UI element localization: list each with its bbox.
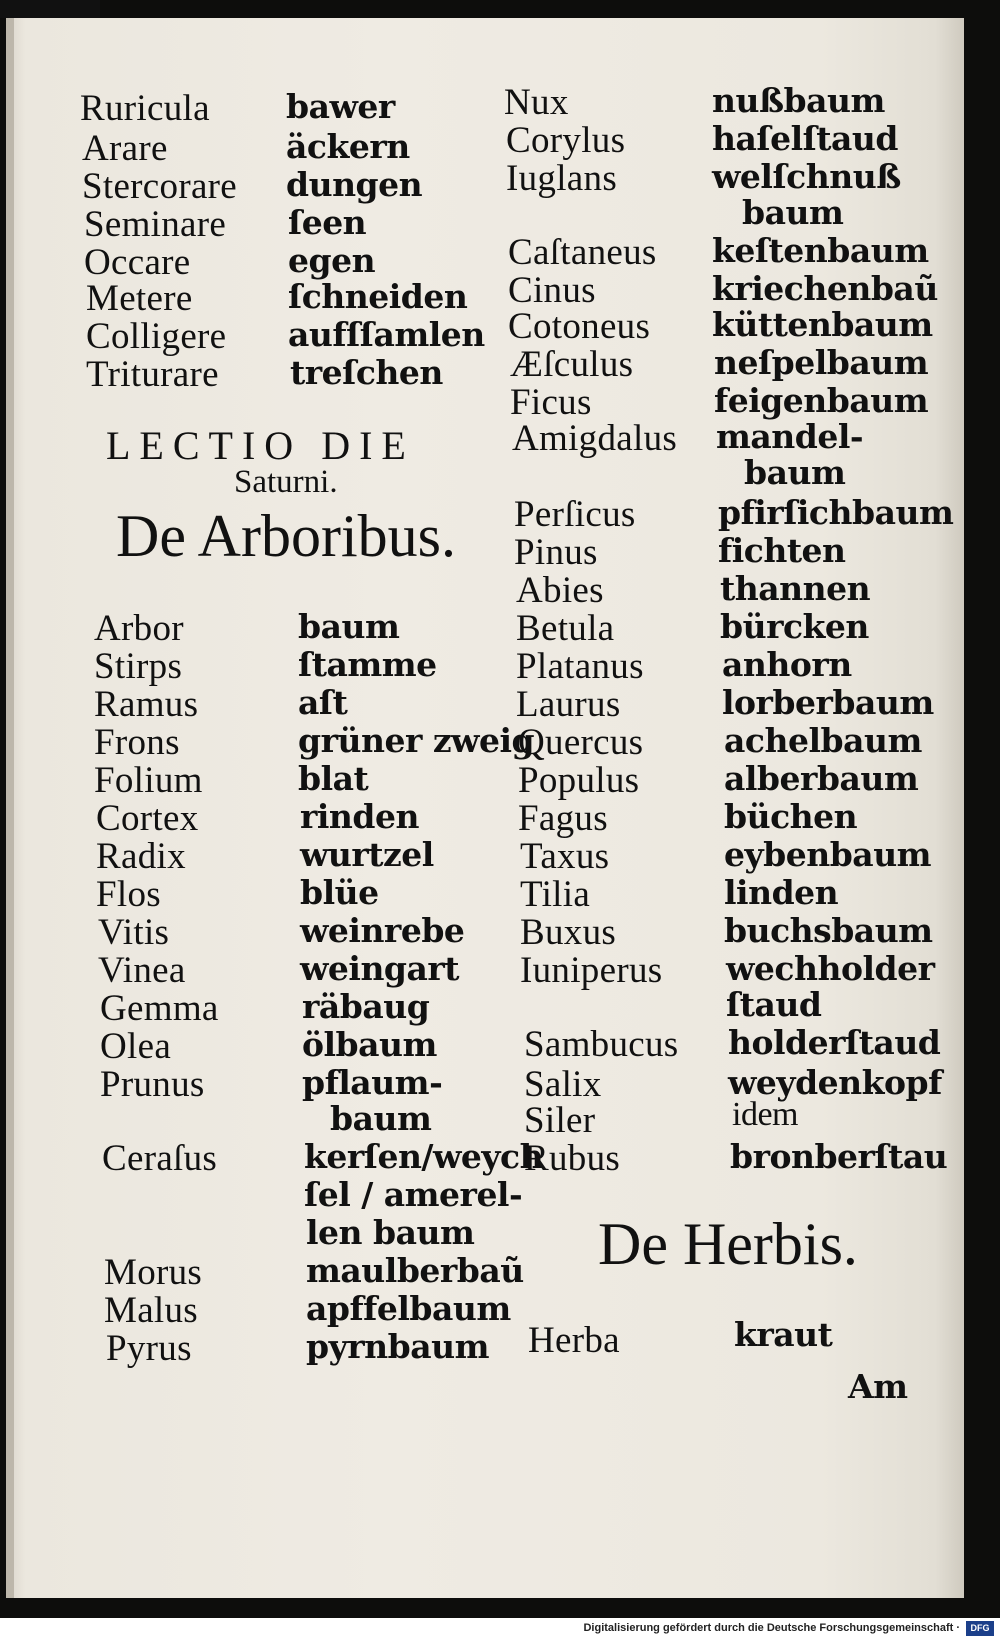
latin-word: Quercus [518,722,644,763]
german-word: apffelbaum [306,1289,511,1328]
latin-word: Amigdalus [512,418,678,459]
footer-bar [0,1618,1000,1641]
latin-word: Morus [104,1252,203,1293]
german-word: äckern [286,127,410,166]
lectio-heading: LECTIO DIE [106,423,415,468]
german-word: blat [298,759,369,798]
latin-word: Cortex [96,798,199,839]
german-word: ſtamme [298,645,437,684]
german-word: idem [732,1096,798,1133]
latin-word: Cinus [508,270,596,311]
latin-word: Vinea [98,950,186,991]
german-word: weydenkopf [728,1063,942,1102]
german-word: pflaum- [302,1063,443,1102]
latin-word: Ficus [510,382,592,423]
german-word: linden [724,873,839,912]
german-word: neſpelbaum [714,343,929,382]
german-word-continuation: baum [744,453,846,492]
german-word: aufſſamlen [288,315,485,354]
german-word: mandel- [716,417,864,456]
latin-word: Ramus [94,684,199,725]
german-word-continuation: ſtaud [726,985,822,1024]
latin-word: Sambucus [524,1024,679,1065]
german-word: achelbaum [724,721,922,760]
latin-word: Caſtaneus [508,232,657,273]
latin-word: Arare [82,128,168,169]
german-word: grüner zweig [298,721,535,760]
german-word: rinden [300,797,419,836]
latin-word: Ceraſus [102,1138,218,1179]
german-word-continuation: baum [742,193,844,232]
latin-word: Platanus [516,646,644,687]
german-word: fichten [718,531,846,570]
latin-word: Iuniperus [520,950,663,991]
latin-word: Ruricula [80,88,210,129]
de-herbis-heading: De Herbis. [598,1211,858,1277]
german-word-continuation: ſel / amerel- [304,1175,523,1214]
german-word: buchsbaum [724,911,933,950]
latin-word: Arbor [94,608,184,649]
german-word: baum [298,607,400,646]
german-word: bronberſtau [730,1137,948,1176]
latin-word: Pinus [514,532,598,573]
latin-word: Stercorare [82,166,238,207]
german-word: büchen [724,797,858,836]
latin-word: Laurus [516,684,621,725]
scan-corner [0,0,100,18]
german-word: eybenbaum [724,835,932,874]
german-word: nußbaum [712,81,885,120]
saturni-subheading: Saturni. [234,464,338,500]
german-word: pyrnbaum [306,1327,489,1366]
latin-word: Vitis [98,912,170,953]
german-word: feigenbaum [714,381,929,420]
german-word: keſtenbaum [712,231,929,270]
german-word: wechholder [726,949,935,988]
german-word: weinrebe [300,911,465,950]
german-word: holderſtaud [728,1023,941,1062]
german-word: kerſen/weych [304,1137,544,1176]
german-word: wurtzel [300,835,434,874]
latin-word: Rubus [524,1138,621,1179]
german-word: ölbaum [302,1025,437,1064]
german-word: lorberbaum [722,683,934,722]
latin-word: Betula [516,608,615,649]
latin-word: Radix [96,836,186,877]
german-word: weingart [300,949,460,988]
latin-word: Buxus [520,912,617,953]
footer-credit: Digitalisierung gefördert durch die Deutsche Forschungsgemeinschaft · [583,1622,960,1634]
german-word: kraut [734,1315,833,1354]
latin-word: Frons [94,722,180,763]
latin-word: Olea [100,1026,172,1067]
german-word: anhorn [722,645,852,684]
latin-word: Pyrus [106,1328,192,1369]
latin-word: Folium [94,760,203,801]
latin-word: Nux [504,82,569,123]
german-word: bawer [286,87,395,126]
german-word: treſchen [290,353,443,392]
latin-word: Occare [84,242,191,283]
dfg-logo: DFG [966,1621,994,1636]
latin-word: Siler [524,1100,596,1141]
german-word: welſchnuß [712,157,901,196]
german-word-continuation: len baum [306,1213,475,1252]
book-page [6,18,964,1598]
latin-word: Perſicus [514,494,636,535]
latin-word: Stirps [94,646,183,687]
latin-word: Colligere [86,316,227,357]
latin-word: Abies [516,570,604,611]
latin-word: Herba [528,1320,620,1361]
de-arboribus-heading: De Arboribus. [116,503,456,569]
german-word: thannen [720,569,871,608]
german-word: haſelſtaud [712,119,898,158]
german-word: maulberbaũ [306,1251,524,1290]
german-word: alberbaum [724,759,919,798]
german-word: bürcken [720,607,869,646]
latin-word: Taxus [520,836,610,877]
latin-word: Metere [86,278,193,319]
german-word: küttenbaum [712,305,933,344]
page-edge [6,18,14,1598]
german-word: kriechenbaũ [712,269,938,308]
latin-word: Triturare [86,354,219,395]
latin-word: Æſculus [510,344,634,385]
german-word: räbaug [302,987,430,1026]
german-word: dungen [286,165,423,204]
latin-word: Cotoneus [508,306,651,347]
latin-word: Iuglans [506,158,618,199]
german-word: ſchneiden [288,277,468,316]
catchword: Am [848,1367,908,1406]
latin-word: Flos [96,874,161,915]
german-word: blüe [300,873,379,912]
latin-word: Malus [104,1290,198,1331]
german-word-continuation: baum [330,1099,432,1138]
german-word: egen [288,241,376,280]
german-word: ſeen [288,203,367,242]
latin-word: Populus [518,760,640,801]
latin-word: Fagus [518,798,608,839]
latin-word: Salix [524,1064,602,1105]
latin-word: Prunus [100,1064,205,1105]
latin-word: Seminare [84,204,227,245]
latin-word: Tilia [520,874,591,915]
german-word: aſt [298,683,348,722]
latin-word: Corylus [506,120,626,161]
german-word: pfirſichbaum [718,493,954,532]
latin-word: Gemma [100,988,219,1029]
